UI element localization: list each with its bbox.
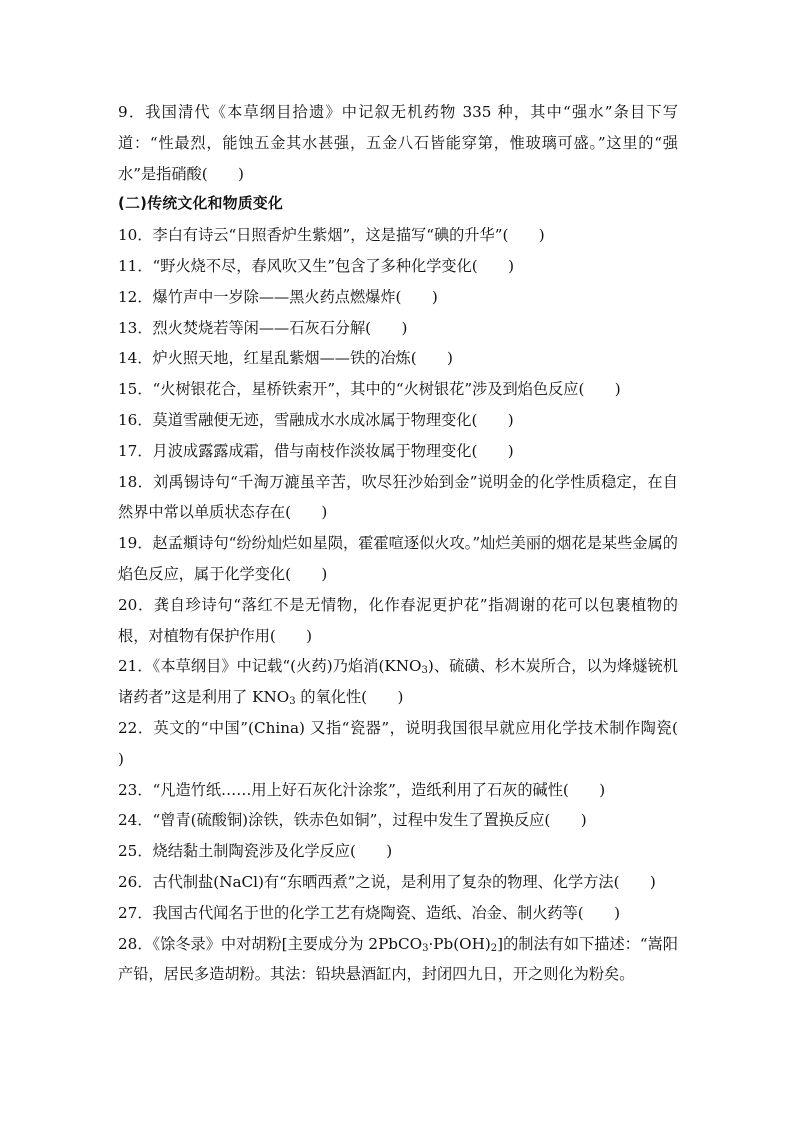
question-21-part-a: 21．《本草纲目》中记载“(火药)乃焰消(KNO <box>118 657 422 676</box>
question-21-part-b: )、硫磺、杉木炭所合，以为烽燧铳机诸药者”这是利用了 KNO <box>118 657 678 707</box>
question-28-subscript-1: 3 <box>422 942 429 954</box>
question-22: 22．英文的“中国”(China) 又指“瓷器”，说明我国很早就应用化学技术制作陶瓷( ) <box>118 718 709 768</box>
question-18: 18．刘禹锡诗句“千淘万漉虽辛苦，吹尽狂沙始到金”说明金的化学性质稳定，在自然界中常以单质状态存在( ) <box>118 472 678 522</box>
worksheet-page <box>118 97 709 990</box>
question-25: 25．烧结黏土制陶瓷涉及化学反应( ) <box>118 842 393 861</box>
question-12: 12．爆竹声中一岁除——黑火药点燃爆炸( ) <box>118 287 438 306</box>
question-28-part-a: 28．《馀冬录》中对胡粉[主要成分为 2PbCO <box>118 934 423 953</box>
question-28 <box>118 929 678 991</box>
question-15: 15．“火树银花合，星桥铁索开”，其中的“火树银花”涉及到焰色反应( ) <box>118 380 621 399</box>
question-19: 19．赵孟頫诗句“纷纷灿烂如星陨，霍霍喧逐似火攻。”灿烂美丽的烟花是某些金属的焰色反应，属于化学变化( ) <box>118 534 678 583</box>
question-13: 13．烈火焚烧若等闲——石灰石分解( ) <box>118 318 408 337</box>
question-16: 16．莫道雪融便无迹，雪融成水水成冰属于物理变化( ) <box>118 410 514 429</box>
question-26: 26．古代制盐(NaCl)有“东晒西煮”之说，是利用了复杂的物理、化学方法( ) <box>118 872 656 891</box>
question-28-subscript-2: 2 <box>490 942 498 954</box>
question-23: 23．“凡造竹纸……用上好石灰化汁涂浆”，造纸利用了石灰的碱性( ) <box>118 780 606 799</box>
section-heading: (二)传统文化和物质变化 <box>118 195 284 213</box>
question-21-part-c: 的氧化性( ) <box>295 688 404 707</box>
question-11: 11．“野火烧不尽，春风吹又生”包含了多种化学变化( ) <box>118 256 515 275</box>
question-21-subscript-2: 3 <box>289 696 296 708</box>
question-9: 9．我国清代《本草纲目拾遗》中记叙无机药物 335 种，其中“强水”条目下写道：“性最烈，能蚀五金其水甚强，五金八石皆能穿第，惟玻璃可盛。”这里的“强水”是指硝酸( ) <box>118 103 678 183</box>
question-24: 24．“曾青(硫酸铜)涂铁，铁赤色如铜”，过程中发生了置换反应( ) <box>118 811 587 830</box>
question-28-part-c: ]的制法有如下描述：“嵩阳产铅，居民多造胡粉。其法：铅块悬酒缸内，封闭四九日，开之则化为粉矣。 <box>118 934 678 984</box>
question-17: 17．月波成露露成霜，借与南枝作淡妆属于物理变化( ) <box>118 441 514 460</box>
question-21 <box>118 651 678 713</box>
question-14: 14．炉火照天地，红星乱紫烟——铁的冶炼( ) <box>118 349 453 368</box>
question-10: 10．李白有诗云“日照香炉生紫烟”，这是描写“碘的升华”( ) <box>118 226 545 245</box>
question-28-part-b: ·Pb(OH) <box>428 934 491 953</box>
question-27: 27．我国古代闻名于世的化学工艺有烧陶瓷、造纸、冶金、制火药等( ) <box>118 903 620 922</box>
question-21-subscript-1: 3 <box>421 665 428 677</box>
question-20: 20．龚自珍诗句“落红不是无情物，化作春泥更护花”指凋谢的花可以包裹植物的根，对植物有保护作用( ) <box>118 595 678 645</box>
